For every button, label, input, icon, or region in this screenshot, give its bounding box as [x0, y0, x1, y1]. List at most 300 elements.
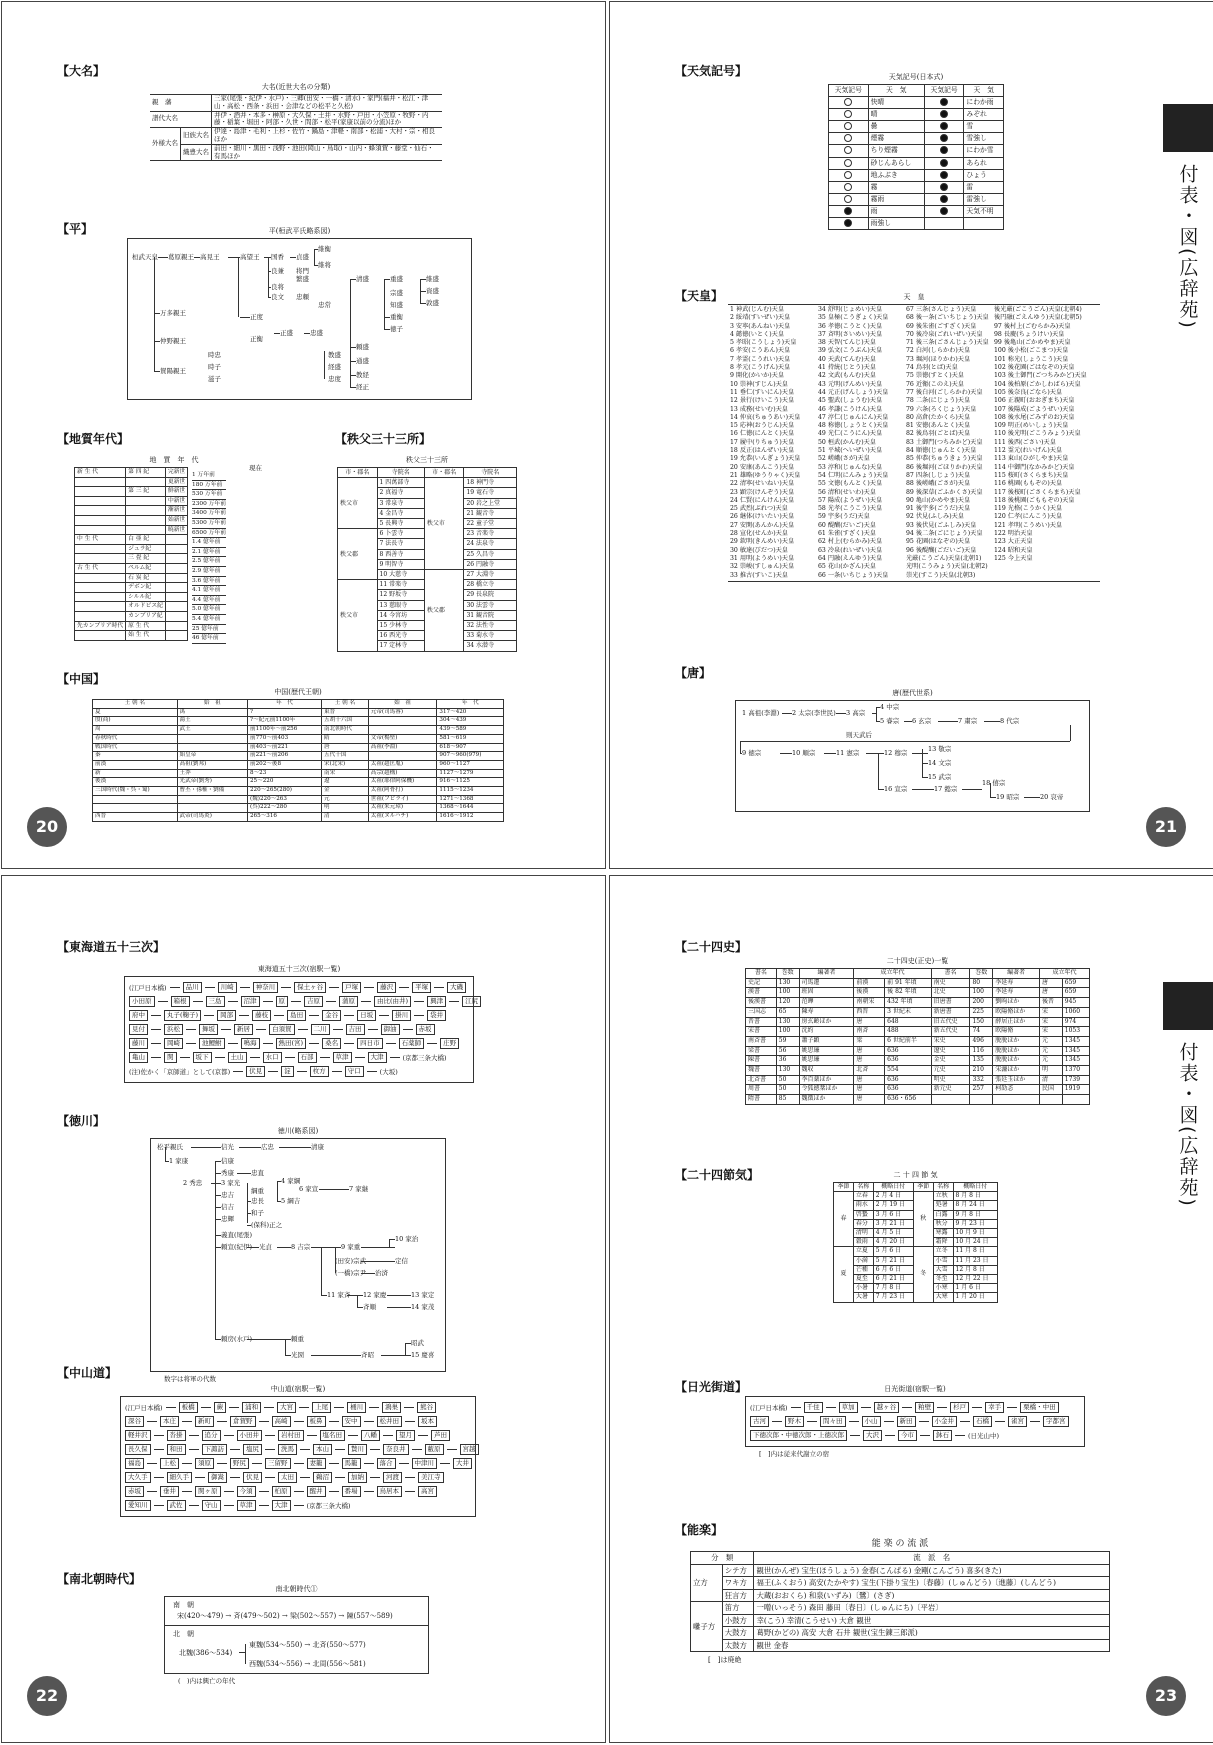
table-cell: 2 月 19 日: [873, 1201, 913, 1210]
age-label: 3.6 億年前: [192, 577, 226, 587]
station: (注)佐かく「京師道」として(京都): [129, 1068, 231, 1076]
table-cell: 概略日付: [953, 1183, 997, 1192]
connector-line: [984, 721, 1000, 722]
table-cell: 宋史: [931, 1036, 970, 1046]
station: 長久保: [125, 1444, 151, 1455]
station: 粕壁: [915, 1402, 934, 1413]
emperor-item: 37 斉明(さいめい)天皇: [818, 330, 883, 338]
station: 奈良井: [383, 1444, 409, 1455]
weather-heading: 【天気記号】: [675, 64, 748, 78]
station: 三島: [206, 996, 225, 1007]
table-cell: [75, 525, 126, 535]
connector-line: [369, 1407, 379, 1408]
table-cell: [993, 1095, 1040, 1105]
table-cell: 唐: [854, 1095, 885, 1105]
station: 神奈川: [253, 982, 279, 993]
station: (大坂): [379, 1068, 398, 1076]
table-cell: 天 気: [964, 85, 1004, 97]
table-cell: 1127〜1279: [437, 769, 504, 778]
connector-line: [791, 1407, 801, 1408]
table-cell: [931, 1095, 970, 1105]
emperor-item: 106 正親町(おおぎまち)天皇: [994, 397, 1075, 405]
geology-table: [74, 467, 188, 641]
table-cell: 狂言方: [722, 1589, 754, 1602]
station: 土山: [228, 1052, 247, 1063]
weather-box: [828, 72, 1004, 230]
age-label: 4.1 億年前: [192, 586, 226, 596]
table-cell: 265〜316: [248, 813, 322, 822]
table-cell: 囃子方: [691, 1602, 723, 1652]
connector-line: [384, 279, 385, 329]
table-cell: 32 法性寺: [464, 621, 517, 631]
table-cell: 秩父郡: [424, 570, 464, 652]
table-cell: 12 月 8 日: [953, 1265, 997, 1274]
tree-node: 万多親王: [160, 309, 186, 317]
chishitsu-table: [74, 467, 274, 641]
tree-node: 良将: [271, 283, 284, 291]
weather-symbol-icon: [844, 219, 852, 227]
emperor-item: 75 崇徳(すとく)天皇: [906, 372, 964, 380]
connector-line: [291, 1001, 301, 1002]
weather-symbol-icon: [844, 98, 852, 106]
connector-line: [294, 1463, 304, 1464]
table-row: [75, 477, 188, 487]
table-cell: 220〜265(280): [248, 787, 322, 796]
table-cell: 3 月 21 日: [873, 1219, 913, 1228]
connector-line: [239, 1147, 261, 1148]
table-row: [75, 535, 188, 545]
connector-line: [215, 1339, 221, 1340]
table-cell: 陳寿: [799, 1007, 854, 1017]
station: 雀宮: [1008, 1416, 1027, 1427]
table-cell: 14 今宮坊: [377, 610, 424, 620]
station: 枚方: [310, 1066, 329, 1077]
table-row: [829, 205, 1004, 217]
tree-node: 忠直: [251, 1169, 264, 1177]
table-row: [75, 506, 188, 516]
tree-node: 経正: [356, 383, 369, 391]
table-cell: 福王(ふくおう) 高安(たかやす) 宝生(下掛り宝生)〔春藤〕(しゅんどう)〔進藤〕(しんどう): [754, 1577, 1110, 1590]
tree-node: 忠盛: [310, 329, 323, 337]
table-row: [75, 592, 188, 602]
table-row: [829, 181, 1004, 193]
station: 島田: [287, 1010, 306, 1021]
connector-line: [165, 1161, 169, 1162]
table-cell: ひょう: [964, 169, 1004, 181]
chichibu-caption: 秩父三十三所: [406, 456, 448, 464]
table-cell: 成立年代: [854, 969, 931, 979]
station: 由比(由井): [374, 996, 411, 1007]
tree-node: 資盛: [426, 287, 439, 295]
connector-line: [250, 1057, 260, 1058]
tree-node: 将門: [296, 267, 309, 275]
table-cell: 武王: [177, 726, 247, 735]
table-cell: [75, 477, 126, 487]
tree-node: 13 敬宗: [928, 745, 952, 753]
table-cell: 34 水潜寺: [464, 641, 517, 651]
table-cell: 五胡十六国: [322, 717, 369, 726]
connector-line: [247, 1225, 251, 1226]
station-row: [125, 1416, 471, 1427]
north-label: 北 朝: [173, 1630, 194, 1638]
table-cell: [924, 157, 964, 169]
weather-symbol-icon: [940, 122, 948, 130]
table-cell: [177, 804, 247, 813]
table-cell: 1271〜1368: [437, 795, 504, 804]
station: 大久手: [125, 1472, 151, 1483]
station: 草津: [333, 1052, 352, 1063]
table-row: [93, 752, 504, 761]
table-cell: 28 橋立寺: [464, 580, 517, 590]
station: 藤川: [129, 1038, 148, 1049]
tree-node: 3 家光: [221, 1179, 241, 1187]
station: 落合: [377, 1458, 396, 1469]
tree-node: 敦盛: [426, 299, 439, 307]
side-tab-block: [1163, 982, 1213, 1030]
table-cell: [829, 97, 869, 109]
age-label: 1 万年前: [192, 471, 226, 481]
tree-node: 頼宣(紀伊): [221, 1243, 253, 1251]
table-cell: 大雪: [933, 1265, 953, 1274]
station: 御油: [381, 1024, 400, 1035]
table-cell: 59: [776, 1036, 799, 1046]
table-cell: 南宋: [322, 769, 369, 778]
table-cell: 26 円融寺: [464, 559, 517, 569]
connector-line: [299, 1407, 309, 1408]
station: 見付: [129, 1024, 148, 1035]
tree-node: 9 徳宗: [742, 749, 762, 757]
table-cell: 雷強し: [964, 193, 1004, 205]
tree-node: 12 家慶: [363, 1291, 387, 1299]
connector-line: [294, 1421, 304, 1422]
connector-line: [357, 1295, 358, 1307]
connector-line: [904, 721, 912, 722]
connector-line: [329, 987, 339, 988]
table-row: [93, 717, 504, 726]
emperor-item: 98 長慶(ちょうけい)天皇: [994, 330, 1065, 338]
table-row: [829, 133, 1004, 145]
emperor-item: 102 後花園(ごはなぞの)天皇: [994, 364, 1075, 372]
emperor-item: 67 三条(さんじょう)天皇: [906, 306, 977, 313]
table-cell: 後 82 年頃: [885, 988, 931, 998]
connector-line: [383, 1435, 393, 1436]
station: 鳥居本: [377, 1486, 403, 1497]
emperor-item: 39 弘文(こうぶん)天皇: [818, 347, 883, 355]
connector-line: [420, 303, 426, 304]
table-cell: 11 常楽寺: [377, 580, 424, 590]
station: 新田: [897, 1416, 916, 1427]
table-cell: 禹: [177, 708, 247, 717]
station: 今市: [898, 1430, 917, 1441]
table-cell: 中 生 代: [75, 535, 126, 545]
station: 関ヶ原: [195, 1486, 221, 1497]
table-cell: 50: [776, 1085, 799, 1095]
age-label: 46 億年前: [192, 634, 226, 644]
emperor-item: 95 花園(はなぞの)天皇: [906, 538, 971, 546]
table-cell: 市・郡名: [424, 468, 464, 478]
connector-line: [324, 351, 325, 379]
connector-line: [866, 753, 884, 754]
table-row: [746, 978, 1090, 988]
table-cell: 夏至: [853, 1275, 873, 1284]
connector-line: [399, 987, 409, 988]
table-cell: 636: [885, 1075, 931, 1085]
table-cell: 李延寿: [993, 978, 1040, 988]
table-cell: 清: [1040, 1075, 1063, 1085]
table-cell: 唐: [854, 1075, 885, 1085]
table-cell: 五代十国: [322, 752, 369, 761]
connector-line: [230, 1477, 240, 1478]
nakasendo-box: [120, 1384, 476, 1517]
emperor-item: 48 称徳(しょうとく)天皇: [818, 422, 889, 430]
table-cell: 寺院名: [464, 468, 517, 478]
emperor-item: 26 継体(けいたい)天皇: [730, 513, 795, 521]
station: 愛知川: [125, 1500, 151, 1511]
station: 藤沢: [377, 982, 396, 993]
tree-node: 光圀: [291, 1351, 304, 1359]
connector-line: [215, 1195, 221, 1196]
table-cell: [126, 477, 166, 487]
table-cell: 成立年代: [1040, 969, 1090, 979]
station: 河渡: [383, 1472, 402, 1483]
emperor-item: 44 元正(げんしょう)天皇: [818, 388, 889, 396]
station: 大沢: [863, 1430, 882, 1441]
table-row: [829, 97, 1004, 109]
connector-line: [912, 753, 928, 754]
table-cell: [165, 583, 187, 593]
table-cell: 暁新世: [165, 525, 187, 535]
emperor-list: [728, 304, 1100, 582]
tree-node: 信康: [221, 1157, 234, 1165]
emperor-item: 77 後白河(ごしらかわ)天皇: [906, 388, 983, 396]
table-cell: 前1100年〜前256: [248, 726, 322, 735]
connector-line: [201, 1407, 211, 1408]
station: 古河: [750, 1416, 769, 1427]
age-label: 3400 万年前: [192, 509, 226, 519]
connector-line: [937, 1407, 947, 1408]
tree-node: 15 慶喜: [411, 1351, 435, 1359]
connector-line: [872, 713, 876, 714]
connector-line: [320, 1057, 330, 1058]
connector-line: [434, 987, 444, 988]
emperor-item: 55 文徳(もんとく)天皇: [818, 480, 883, 488]
table-cell: 春: [834, 1192, 854, 1247]
station: 吉田: [346, 1024, 365, 1035]
emperor-item: 103 後土御門(ごつちみかど)天皇: [994, 372, 1087, 380]
station: (京都三条大橋): [306, 1502, 351, 1510]
table-cell: 9 明智寺: [377, 559, 424, 569]
table-cell: 李百薬ほか: [799, 1075, 854, 1085]
noh-heading: 【能楽】: [675, 1523, 724, 1537]
connector-line: [247, 1183, 248, 1223]
connector-line: [233, 1071, 243, 1072]
table-cell: 33 菊水寺: [464, 631, 517, 641]
connector-line: [182, 1491, 192, 1492]
table-row: [829, 145, 1004, 157]
table-cell: 市・郡名: [338, 468, 378, 478]
table-cell: 明史: [931, 1075, 970, 1085]
table-cell: シルル紀: [126, 592, 166, 602]
station: 大津: [368, 1052, 387, 1063]
emperor-item: 32 崇峻(すしゅん)天皇: [730, 563, 795, 571]
table-cell: 唐: [854, 1056, 885, 1066]
tree-node: 18 僖宗: [982, 779, 1006, 787]
table-cell: 11 月 23 日: [953, 1256, 997, 1265]
station: 千住: [804, 1402, 823, 1413]
page-number-20: 20: [27, 807, 67, 847]
connector-line: [247, 1201, 251, 1202]
connector-line: [361, 1247, 395, 1248]
connector-line: [960, 1421, 970, 1422]
connector-line: [348, 1435, 358, 1436]
connector-line: [861, 1407, 871, 1408]
table-cell: 太祖(朱元璋): [368, 804, 437, 813]
nijuyonshi-heading: 【二十四史】: [675, 940, 748, 954]
table-cell: 10 大慈寺: [377, 570, 424, 580]
connector-line: [876, 707, 877, 721]
table-row: 親 藩 三家(尾張・紀伊・水戸)・三卿(田安・一橋・清水)・家門(福井・松江・津山・高松・西条・浜田・会津などの松平と久松): [150, 95, 442, 112]
table-cell: 南北朝時代: [322, 726, 369, 735]
tree-node: 忠頼: [296, 293, 309, 301]
weather-symbol-icon: [844, 159, 852, 167]
table-cell: 30 法雲寺: [464, 600, 517, 610]
emperor-item: 35 皇極(こうぎょく)天皇: [818, 314, 889, 322]
table-cell: 雨強し: [868, 218, 924, 230]
connector-line: [195, 1477, 205, 1478]
table-cell: 名称: [853, 1183, 873, 1192]
connector-line: [782, 713, 792, 714]
connector-line: [335, 1247, 336, 1273]
table-cell: 欧陽脩ほか: [993, 1007, 1040, 1017]
table-cell: 白露: [933, 1210, 953, 1219]
station: 舞坂: [199, 1024, 218, 1035]
table-cell: [924, 218, 964, 230]
station: 赤坂: [416, 1024, 435, 1035]
connector-line: [170, 987, 180, 988]
connector-line: [259, 1505, 269, 1506]
station: 新町: [195, 1416, 214, 1427]
tree-node: 信光: [221, 1143, 234, 1151]
connector-line: [215, 1207, 221, 1208]
table-row: [834, 1183, 998, 1192]
table-cell: 雷: [964, 181, 1004, 193]
table-cell: (魏)220〜263: [248, 795, 322, 804]
connector-line: [350, 375, 356, 376]
table-cell: 魏書: [746, 1066, 777, 1076]
station-row: [129, 1052, 469, 1063]
connector-line: [309, 1015, 319, 1016]
table-cell: [368, 752, 437, 761]
page-number-21: 21: [1146, 807, 1186, 847]
table-cell: 12 月 22 日: [953, 1275, 997, 1284]
table-row: [93, 726, 504, 735]
table-cell: 唐: [1040, 978, 1063, 988]
emperor-item: 91 後宇多(ごうだ)天皇: [906, 505, 971, 513]
tree-node: 繁盛: [296, 275, 309, 283]
table-cell: 秩父市: [424, 478, 464, 570]
tree-node: 16 宣宗: [884, 785, 908, 793]
nanboku-heading: 【南北朝時代】: [57, 1572, 142, 1586]
station: 上尾: [312, 1402, 331, 1413]
table-row: [93, 787, 504, 796]
table-cell: 3 世紀末: [885, 1007, 931, 1017]
table-cell: 始皇帝: [177, 752, 247, 761]
table-cell: 太祖(趙匡胤): [368, 760, 437, 769]
table-cell: 立方: [691, 1564, 723, 1602]
emperor-item: 3 安寧(あんねい)天皇: [730, 322, 791, 330]
table-cell: 司馬遷: [799, 978, 854, 988]
table-cell: 陳書: [746, 1056, 777, 1066]
table-row: [829, 218, 1004, 230]
connector-line: [230, 1449, 240, 1450]
tree-node: 忠常: [318, 301, 331, 309]
table-cell: 636・656: [885, 1095, 931, 1105]
tree-node: 2 太宗(李世民): [792, 709, 836, 717]
table-cell: 元: [1040, 1046, 1063, 1056]
emperor-item: 63 冷泉(れいぜい)天皇: [818, 546, 883, 554]
connector-line: [277, 1247, 291, 1248]
emperor-item: 17 履中(りちゅう)天皇: [730, 438, 795, 446]
table-cell: 100: [970, 988, 993, 998]
tree-node: 忠度: [328, 375, 341, 383]
connector-line: [321, 1295, 327, 1296]
table-row: [691, 1602, 1110, 1615]
emperor-item: 85 仲恭(ちゅうきょう)天皇: [906, 455, 983, 463]
table-cell: 56: [776, 1046, 799, 1056]
table-cell: 武帝(司馬炎): [177, 813, 247, 822]
table-cell: 6 卜雲寺: [377, 529, 424, 539]
table-row: [93, 760, 504, 769]
table-cell: 芒種: [853, 1265, 873, 1274]
noh-caption: 能 楽 の 流 派: [871, 1539, 929, 1549]
table-cell: 第 三 紀: [126, 487, 166, 497]
connector-line: [147, 1421, 157, 1422]
tree-node: 広忠: [261, 1143, 274, 1151]
taira-heading: 【平】: [57, 222, 94, 236]
table-cell: 85: [776, 1095, 799, 1105]
table-cell: [75, 544, 126, 554]
tree-node: 教盛: [328, 351, 341, 359]
tree-node: 教経: [356, 371, 369, 379]
table-cell: 2 月 4 日: [873, 1192, 913, 1201]
station: 坂下: [193, 1052, 212, 1063]
table-cell: 春秋時代: [93, 734, 178, 743]
table-cell: 魏収: [799, 1066, 854, 1076]
table-cell: 1345: [1062, 1046, 1089, 1056]
tree-node: 時忠: [208, 351, 221, 359]
table-cell: 27 大淵寺: [464, 570, 517, 580]
station-row: [125, 1486, 471, 1497]
tree-node: 20 哀帝: [1040, 793, 1064, 801]
table-cell: 23 音楽寺: [464, 529, 517, 539]
table-cell: 晋書: [746, 1017, 777, 1027]
table-row: [75, 573, 188, 583]
connector-line: [297, 1071, 307, 1072]
table-cell: 劉昫ほか: [993, 998, 1040, 1008]
table-cell: 1345: [1062, 1056, 1089, 1066]
table-cell: 周: [93, 726, 178, 735]
table-cell: [165, 554, 187, 564]
table-cell: 白 亜 紀: [126, 535, 166, 545]
table-cell: 西晋: [854, 1007, 885, 1017]
table-cell: [75, 506, 126, 516]
connector-line: [252, 1463, 262, 1464]
table-cell: 小満: [853, 1256, 873, 1265]
table-cell: [126, 506, 166, 516]
emperor-item: 66 一条(いちじょう)天皇: [818, 571, 889, 579]
connector-line: [389, 1239, 390, 1247]
table-cell: 欧陽脩: [993, 1027, 1040, 1037]
